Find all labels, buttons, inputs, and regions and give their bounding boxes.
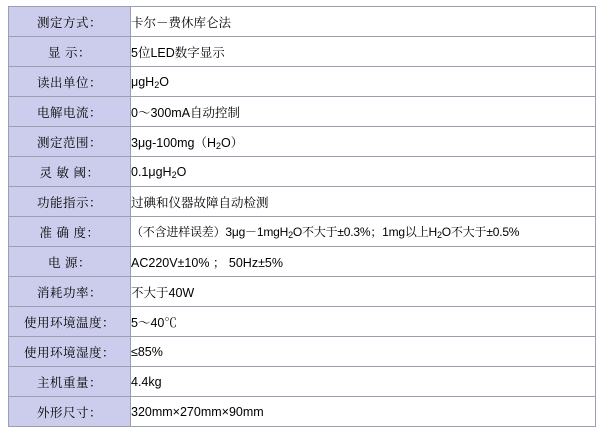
row-label: 准 确 度： xyxy=(9,217,131,247)
row-value: μgH$_2$O xyxy=(131,67,596,97)
table-row xyxy=(9,37,596,67)
row-value: ≤85% xyxy=(131,337,596,367)
table-row xyxy=(9,277,596,307)
table-row xyxy=(9,157,596,187)
specification-table xyxy=(8,6,596,427)
table-row xyxy=(9,67,596,97)
table-row xyxy=(9,397,596,427)
row-value: AC220V±10% ； 50Hz±5% xyxy=(131,247,596,277)
row-label: 外形尺寸： xyxy=(9,397,131,427)
table-row xyxy=(9,7,596,37)
table-row xyxy=(9,247,596,277)
row-value: $3\mu g-100mg(H_2O)$ xyxy=(131,127,596,157)
table-row xyxy=(9,217,596,247)
table-row xyxy=(9,127,596,157)
table-row xyxy=(9,337,596,367)
specification-table-body xyxy=(9,7,596,427)
row-label: 测定范围： xyxy=(9,127,131,157)
row-value: （不含进样误差）3μg－1mgH$_2$O不大于±0.3%；1mg以上$H_2O$不大于±0.5% xyxy=(131,217,596,247)
row-value: 5位LED数字显示 xyxy=(131,37,596,67)
row-label: 功能指示： xyxy=(9,187,131,217)
row-value: 4.4kg xyxy=(131,367,596,397)
row-label: 电 源： xyxy=(9,247,131,277)
table-row xyxy=(9,187,596,217)
row-label: 显 示： xyxy=(9,37,131,67)
row-value: 不大于40W xyxy=(131,277,596,307)
row-value: 5～40℃ xyxy=(131,307,596,337)
row-label: 使用环境温度： xyxy=(9,307,131,337)
row-value: 卡尔－费休库仑法 xyxy=(131,7,596,37)
row-value: 过碘和仪器故障自动检测 xyxy=(131,187,596,217)
row-label: 主机重量： xyxy=(9,367,131,397)
row-label: 灵 敏 阈： xyxy=(9,157,131,187)
row-value: 320mm×270mm×90mm xyxy=(131,397,596,427)
row-label: 电解电流： xyxy=(9,97,131,127)
table-row xyxy=(9,307,596,337)
row-label: 使用环境湿度： xyxy=(9,337,131,367)
table-row xyxy=(9,367,596,397)
row-value: 0～300mA自动控制 xyxy=(131,97,596,127)
row-label: 测定方式： xyxy=(9,7,131,37)
row-label: 消耗功率： xyxy=(9,277,131,307)
table-row xyxy=(9,97,596,127)
row-label: 读出单位： xyxy=(9,67,131,97)
row-value: 0.1μgH$_2$O xyxy=(131,157,596,187)
